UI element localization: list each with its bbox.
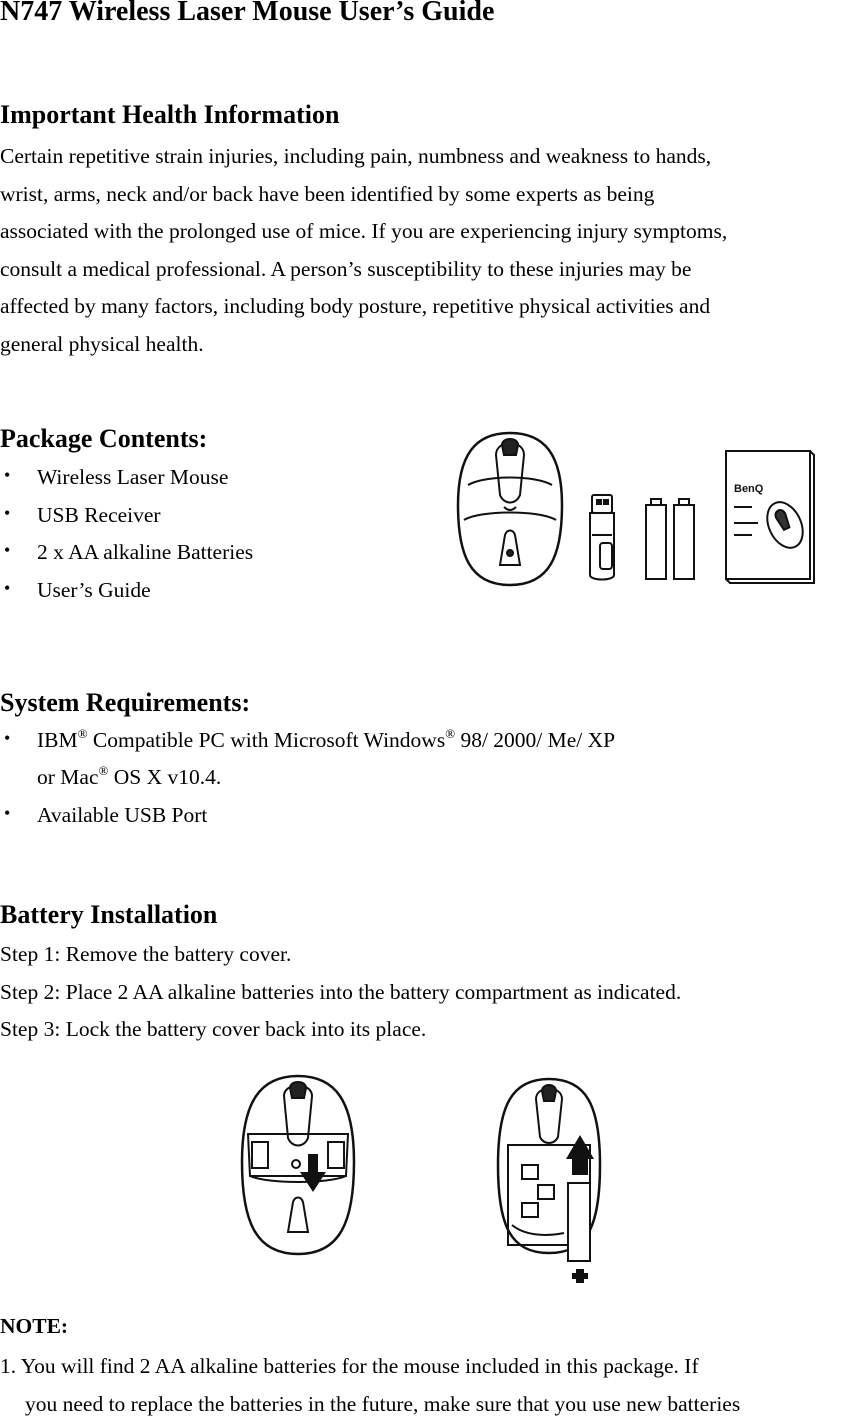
arrow-down-icon bbox=[300, 1154, 326, 1192]
battery-step: Step 2: Place 2 AA alkaline batteries into the battery compartment as indicated. bbox=[0, 979, 682, 1004]
registered-mark: ® bbox=[445, 726, 456, 741]
health-line: general physical health. bbox=[0, 331, 204, 356]
page-title: N747 Wireless Laser Mouse User’s Guide bbox=[0, 0, 495, 27]
note-title: NOTE: bbox=[0, 1314, 69, 1338]
battery-step: Step 1: Remove the battery cover. bbox=[0, 942, 292, 966]
health-line: Certain repetitive strain injuries, including pain, numbness and weakness to hands, bbox=[0, 144, 712, 168]
battery-cover-removal-illustration bbox=[238, 1072, 358, 1262]
usb-receiver-icon bbox=[590, 495, 614, 580]
health-line: consult a medical professional. A person’s susceptibility to these injuries may be bbox=[0, 256, 692, 281]
plus-icon bbox=[572, 1269, 588, 1283]
note-line: 1. You will find 2 AA alkaline batteries for the mouse included in this package. If bbox=[0, 1354, 699, 1378]
requirements-heading: System Requirements: bbox=[0, 688, 251, 717]
health-line: associated with the prolonged use of mice. If you are experiencing injury symptoms, bbox=[0, 219, 728, 244]
health-line: affected by many factors, including body posture, repetitive physical activities and bbox=[0, 294, 711, 319]
benq-logo: BenQ bbox=[734, 483, 764, 495]
registered-mark: ® bbox=[98, 763, 109, 778]
health-line: wrist, arms, neck and/or back have been identified by some experts as being bbox=[0, 181, 655, 206]
battery-heading: Battery Installation bbox=[0, 900, 218, 929]
health-heading: Important Health Information bbox=[0, 100, 340, 129]
package-illustration bbox=[450, 425, 830, 595]
bullet-icon: • bbox=[4, 465, 11, 485]
batteries-icon bbox=[646, 499, 694, 579]
bullet-icon: • bbox=[4, 728, 11, 748]
note-line: you need to replace the batteries in the future, make sure that you use new batteries bbox=[25, 1392, 741, 1416]
bullet-icon: • bbox=[4, 803, 11, 823]
mouse-icon bbox=[458, 433, 562, 585]
battery-step: Step 3: Lock the battery cover back into its place. bbox=[0, 1017, 427, 1042]
health-paragraph bbox=[0, 138, 855, 364]
user-guide-icon bbox=[726, 451, 814, 583]
battery-steps bbox=[0, 936, 855, 1049]
bullet-icon: • bbox=[4, 578, 11, 598]
battery-insertion-illustration bbox=[494, 1075, 604, 1285]
bullet-icon: • bbox=[4, 540, 11, 560]
registered-mark: ® bbox=[77, 726, 88, 741]
package-heading: Package Contents: bbox=[0, 424, 208, 453]
bullet-icon: • bbox=[4, 503, 11, 523]
